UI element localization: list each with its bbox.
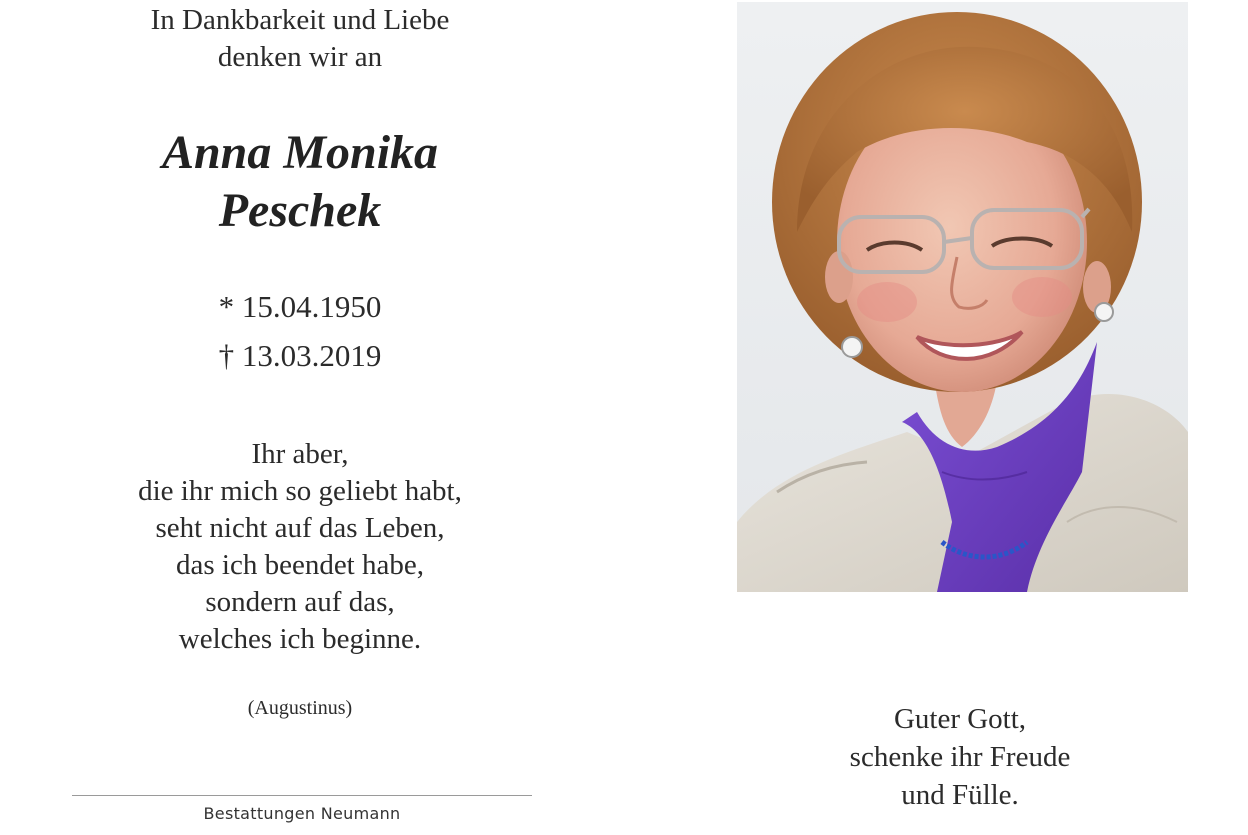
poem-line: das ich beendet habe, [175, 549, 424, 581]
deceased-name [0, 124, 600, 240]
intro-line-1: In Dankbarkeit und Liebe [150, 4, 450, 36]
poem-line: welches ich beginne. [178, 623, 422, 655]
blessing-line: und Fülle. [901, 779, 1019, 811]
funeral-home-name: Bestattungen Neumann [203, 804, 401, 823]
footer-divider [72, 795, 532, 796]
intro-line-2: denken wir an [217, 41, 383, 73]
poem [0, 436, 600, 658]
death-date: † 13.03.2019 [218, 338, 382, 373]
memorial-text-panel [0, 0, 600, 835]
blessing-line: schenke ihr Freude [849, 741, 1071, 773]
deceased-first-names: Anna Monika [161, 126, 439, 179]
blessing-text [760, 700, 1160, 814]
intro-text [0, 2, 600, 76]
birth-date: * 15.04.1950 [218, 289, 382, 324]
portrait-photo [737, 2, 1188, 592]
life-dates [0, 282, 600, 380]
blessing-line: Guter Gott, [893, 703, 1027, 735]
poem-line: die ihr mich so geliebt habt, [138, 475, 462, 507]
poem-line: seht nicht auf das Leben, [155, 512, 445, 544]
poem-line: sondern auf das, [205, 586, 395, 618]
portrait-illustration [737, 2, 1188, 592]
poem-line: Ihr aber, [251, 438, 349, 470]
deceased-last-name: Peschek [218, 184, 382, 237]
poem-author: (Augustinus) [247, 697, 353, 719]
